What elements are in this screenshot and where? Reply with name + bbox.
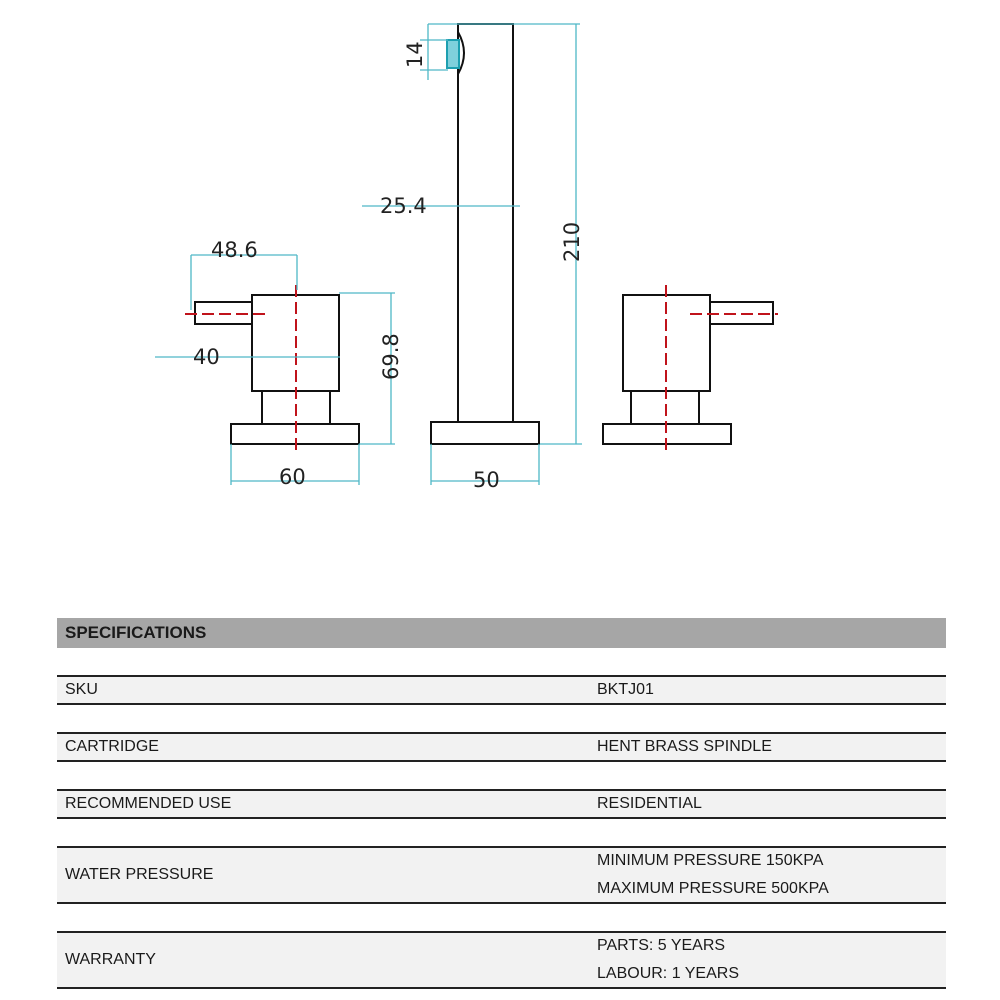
dim-handle-height: 69.8 bbox=[379, 333, 403, 380]
spec-label: WARRANTY bbox=[65, 951, 156, 968]
dim-handle-offset: 40 bbox=[193, 345, 220, 369]
spec-value: LABOUR: 1 YEARS bbox=[597, 965, 739, 982]
dim-spout-width: 25.4 bbox=[380, 194, 427, 218]
dim-handle-base: 60 bbox=[279, 465, 306, 489]
dim-spout-base: 50 bbox=[473, 468, 500, 492]
spec-row-water-pressure bbox=[57, 846, 946, 904]
spec-label: WATER PRESSURE bbox=[65, 866, 214, 883]
spec-row-cartridge bbox=[57, 732, 946, 762]
spec-label: SKU bbox=[65, 681, 98, 698]
spec-value: MINIMUM PRESSURE 150KPA bbox=[597, 852, 824, 869]
spec-label: CARTRIDGE bbox=[65, 738, 159, 755]
left-handle-centerlines bbox=[185, 285, 296, 455]
left-handle bbox=[195, 295, 359, 444]
spout-aerator bbox=[447, 40, 459, 68]
spec-value: BKTJ01 bbox=[597, 681, 654, 698]
spec-row-recommended-use bbox=[57, 789, 946, 819]
right-handle bbox=[603, 295, 773, 444]
dim-handle-lever: 48.6 bbox=[211, 238, 258, 262]
specifications-title: SPECIFICATIONS bbox=[57, 618, 946, 648]
spec-row-warranty bbox=[57, 931, 946, 989]
dim-spout-tip: 14 bbox=[403, 41, 427, 68]
spec-row-sku bbox=[57, 675, 946, 705]
spec-value: PARTS: 5 YEARS bbox=[597, 937, 726, 954]
dim-spout-height: 210 bbox=[560, 221, 584, 262]
spout bbox=[431, 24, 539, 444]
specifications-table bbox=[57, 618, 946, 989]
spec-value: HENT BRASS SPINDLE bbox=[597, 738, 772, 755]
spec-label: RECOMMENDED USE bbox=[65, 795, 232, 812]
spec-value: RESIDENTIAL bbox=[597, 795, 702, 812]
right-handle-centerlines bbox=[666, 285, 778, 455]
spec-value: MAXIMUM PRESSURE 500KPA bbox=[597, 880, 829, 897]
